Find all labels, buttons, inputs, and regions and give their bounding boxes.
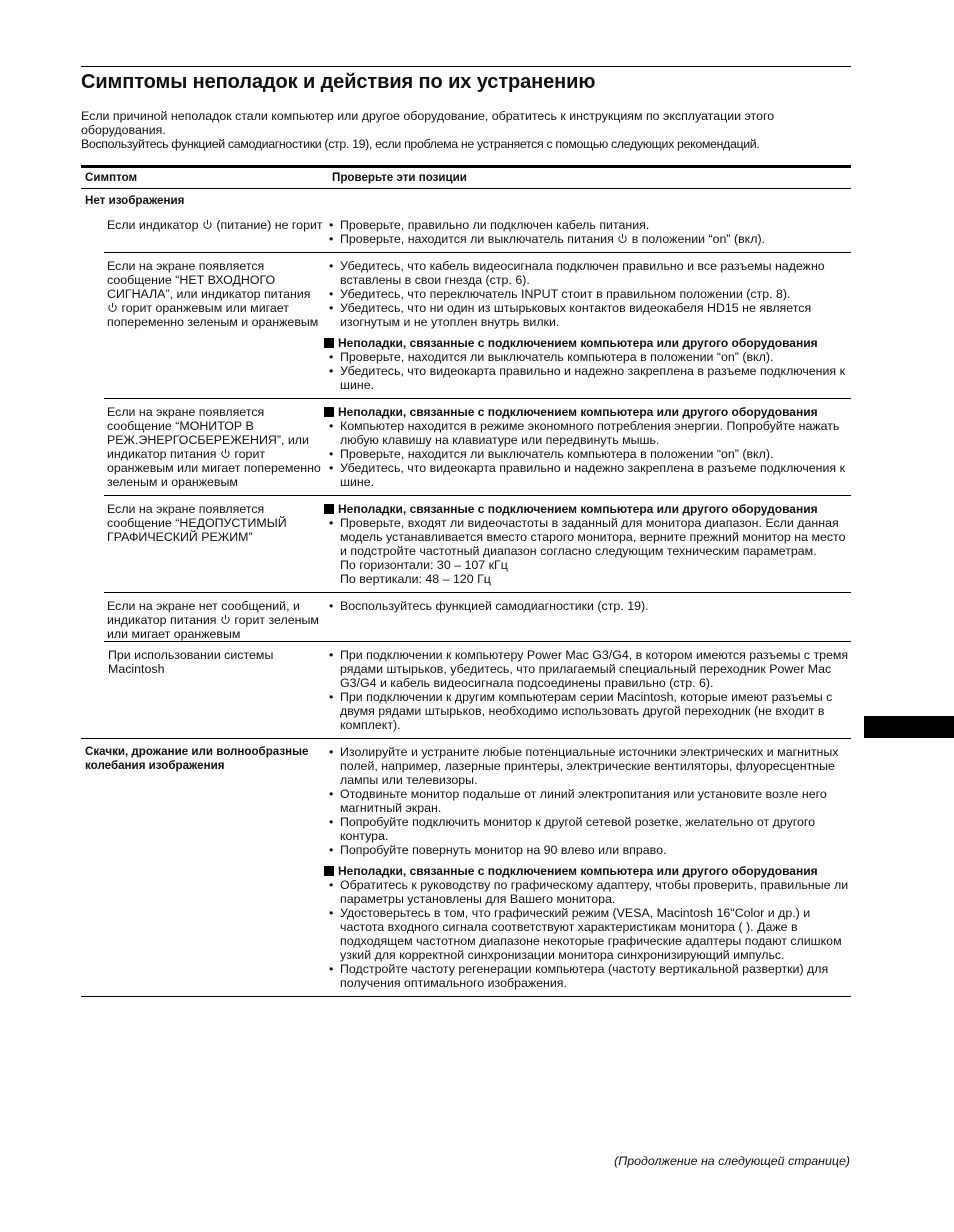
check-cell <box>324 496 851 592</box>
check-cell <box>324 212 851 252</box>
horizontal-frequency: По горизонтали: 30 – 107 кГц <box>340 558 508 572</box>
list-item: • Убедитесь, что видеокарта правильно и надежно закреплена в разъеме подключения к шине. <box>324 364 851 392</box>
list-item: • Компьютер находится в режиме экономного потребления энергии. Попробуйте нажать любую клавишу на клавиатуре или передвинуть мышь. <box>324 419 851 447</box>
list-item <box>324 516 851 586</box>
check-cell <box>324 253 851 398</box>
intro-paragraph-2: Воспользуйтесь функцией самодиагностики (стр. 19), если проблема не устраняется с помощью следующих рекомендаций. <box>81 137 760 151</box>
list-item: • Воспользуйтесь функцией самодиагностики (стр. 19). <box>324 599 851 613</box>
check-cell <box>324 593 851 641</box>
symptom-text: Если на экране появляется сообщение “МОНИТОР В РЕЖ.ЭНЕРГОСБЕРЕЖЕНИЯ”, или индикатор питания <box>107 405 309 461</box>
section-heading: Неполадки, связанные с подключением компьютера или другого оборудования <box>324 502 851 516</box>
symptom-cell <box>104 593 324 641</box>
table-row <box>104 496 851 593</box>
header-symptom: Симптом <box>85 171 138 184</box>
vertical-frequency: По вертикали: 48 – 120 Гц <box>340 572 491 586</box>
symptom-cell: Скачки, дрожание или волнообразные колебания изображения <box>85 745 309 772</box>
check-cell <box>324 642 851 738</box>
power-icon <box>617 233 628 244</box>
section-heading: Неполадки, связанные с подключением компьютера или другого оборудования <box>324 336 851 350</box>
list-item: • Проверьте, находится ли выключатель компьютера в положении “on” (вкл). <box>324 447 851 461</box>
list-item-text: в положении “on” (вкл). <box>628 232 766 246</box>
intro-paragraph-1: Если причиной неполадок стали компьютер или другое оборудование, обратитесь к инструкциям по эксплуатации этого оборудования. <box>81 109 775 137</box>
table-row <box>104 212 851 253</box>
section-tab-marker <box>864 716 954 738</box>
table-header <box>81 168 851 189</box>
list-item: • При подключении к другим компьютерам серии Macintosh, которые имеют разъемы с двумя рядами штырьков, необходимо использовать другой переходник (не входит в комплект). <box>324 690 851 732</box>
symptom-cell <box>104 399 324 495</box>
symptom-text: Если на экране нет сообщений, и индикатор питания <box>107 599 300 627</box>
section-heading: Неполадки, связанные с подключением компьютера или другого оборудования <box>324 405 851 419</box>
symptom-text: горит оранжевым или мигает попеременно зеленым и оранжевым <box>107 301 319 329</box>
symptom-cell <box>104 212 324 252</box>
symptom-text: (питание) не горит <box>212 218 323 232</box>
list-item: • Обратитесь к руководству по графическому адаптеру, чтобы проверить, правильные ли параметры установлены для Вашего монитора. <box>324 878 851 906</box>
table-row <box>104 253 851 399</box>
check-cell <box>324 399 851 495</box>
power-icon <box>107 302 118 313</box>
symptom-text: горит оранжевым или мигает попеременно зеленым и оранжевым <box>107 447 321 489</box>
table-row <box>104 399 851 496</box>
top-rule <box>81 66 851 67</box>
symptom-cell: При использовании системы Macintosh <box>108 648 274 676</box>
list-item: • Удостоверьтесь в том, что графический режим (VESA, Macintosh 16"Color и др.) и частота входного сигнала соответствуют характеристикам монитора ( ). Даже в подходящем частотном диапазоне некоторые графические адаптеры подают слишком узкий для корректной синхронизации монитора синхронизирующий импульс. <box>324 906 851 962</box>
list-item: • Попробуйте повернуть монитор на 90 влево или вправо. <box>324 843 851 857</box>
symptom-text: Если индикатор <box>107 218 202 232</box>
intro-text <box>81 109 856 151</box>
list-item: • При подключении к компьютеру Power Mac G3/G4, в котором имеются разъемы с тремя рядами штырьков, убедитесь, что прилагаемый специальный переходник Power Mac G3/G4 и кабель видеосигнала подсоединены правильно (стр. 6). <box>324 648 851 690</box>
list-item: • Изолируйте и устраните любые потенциальные источники электрических и магнитных полей, например, лазерные принтеры, электрические вентиляторы, флуоресцентные лампы или телевизоры. <box>324 745 851 787</box>
symptom-text: горит зеленым или мигает оранжевым <box>107 613 319 641</box>
list-item: • Попробуйте подключить монитор к другой сетевой розетке, желательно от другого контура. <box>324 815 851 843</box>
table-row <box>81 642 851 739</box>
symptom-text: Если на экране появляется сообщение “НЕТ ВХОДНОГО СИГНАЛА”, или индикатор питания <box>107 259 311 301</box>
list-item-text: Проверьте, входят ли видеочастоты в заданный для монитора диапазон. Если данная модель устанавливается вместо старого монитора, верните прежний монитор на место и подстройте частотный диапазон согласно следующим техническим параметрам. <box>340 516 846 558</box>
list-item: • Убедитесь, что ни один из штырьковых контактов видеокабеля HD15 не является изогнутым и не утоплен внутрь вилки. <box>324 301 851 329</box>
power-icon <box>202 219 213 230</box>
table-row <box>104 593 851 642</box>
symptom-cell: Если на экране появляется сообщение “НЕДОПУСТИМЫЙ ГРАФИЧЕСКИЙ РЕЖИМ” <box>107 502 287 544</box>
list-item: • Отодвиньте монитор подальше от линий электропитания или установите возле него магнитный экран. <box>324 787 851 815</box>
list-item-text: Проверьте, находится ли выключатель питания <box>340 232 618 246</box>
power-icon <box>220 448 231 459</box>
page-title: Симптомы неполадок и действия по их устранению <box>81 71 596 93</box>
list-item: • Подстройте частоту регенерации компьютера (частоту вертикальной развертки) для получения оптимального изображения. <box>324 962 851 990</box>
category-no-image: Нет изображения <box>85 194 185 207</box>
continued-note: (Продолжение на следующей странице) <box>614 1154 850 1168</box>
list-item: • Проверьте, находится ли выключатель компьютера в положении “on” (вкл). <box>324 350 851 364</box>
symptom-cell <box>104 253 324 398</box>
header-check: Проверьте эти позиции <box>332 171 467 184</box>
list-item: • Проверьте, правильно ли подключен кабель питания. <box>324 218 851 232</box>
section-heading: Неполадки, связанные с подключением компьютера или другого оборудования <box>324 864 851 878</box>
troubleshooting-table <box>81 165 851 997</box>
list-item: • Убедитесь, что видеокарта правильно и надежно закреплена в разъеме подключения к шине. <box>324 461 851 489</box>
list-item: • Убедитесь, что переключатель INPUT стоит в правильном положении (стр. 8). <box>324 287 851 301</box>
check-cell <box>324 739 851 996</box>
table-row <box>81 739 851 997</box>
power-icon <box>220 614 231 625</box>
list-item: • Убедитесь, что кабель видеосигнала подключен правильно и все разъемы надежно вставлены в свои гнезда (стр. 6). <box>324 259 851 287</box>
list-item <box>324 232 851 246</box>
